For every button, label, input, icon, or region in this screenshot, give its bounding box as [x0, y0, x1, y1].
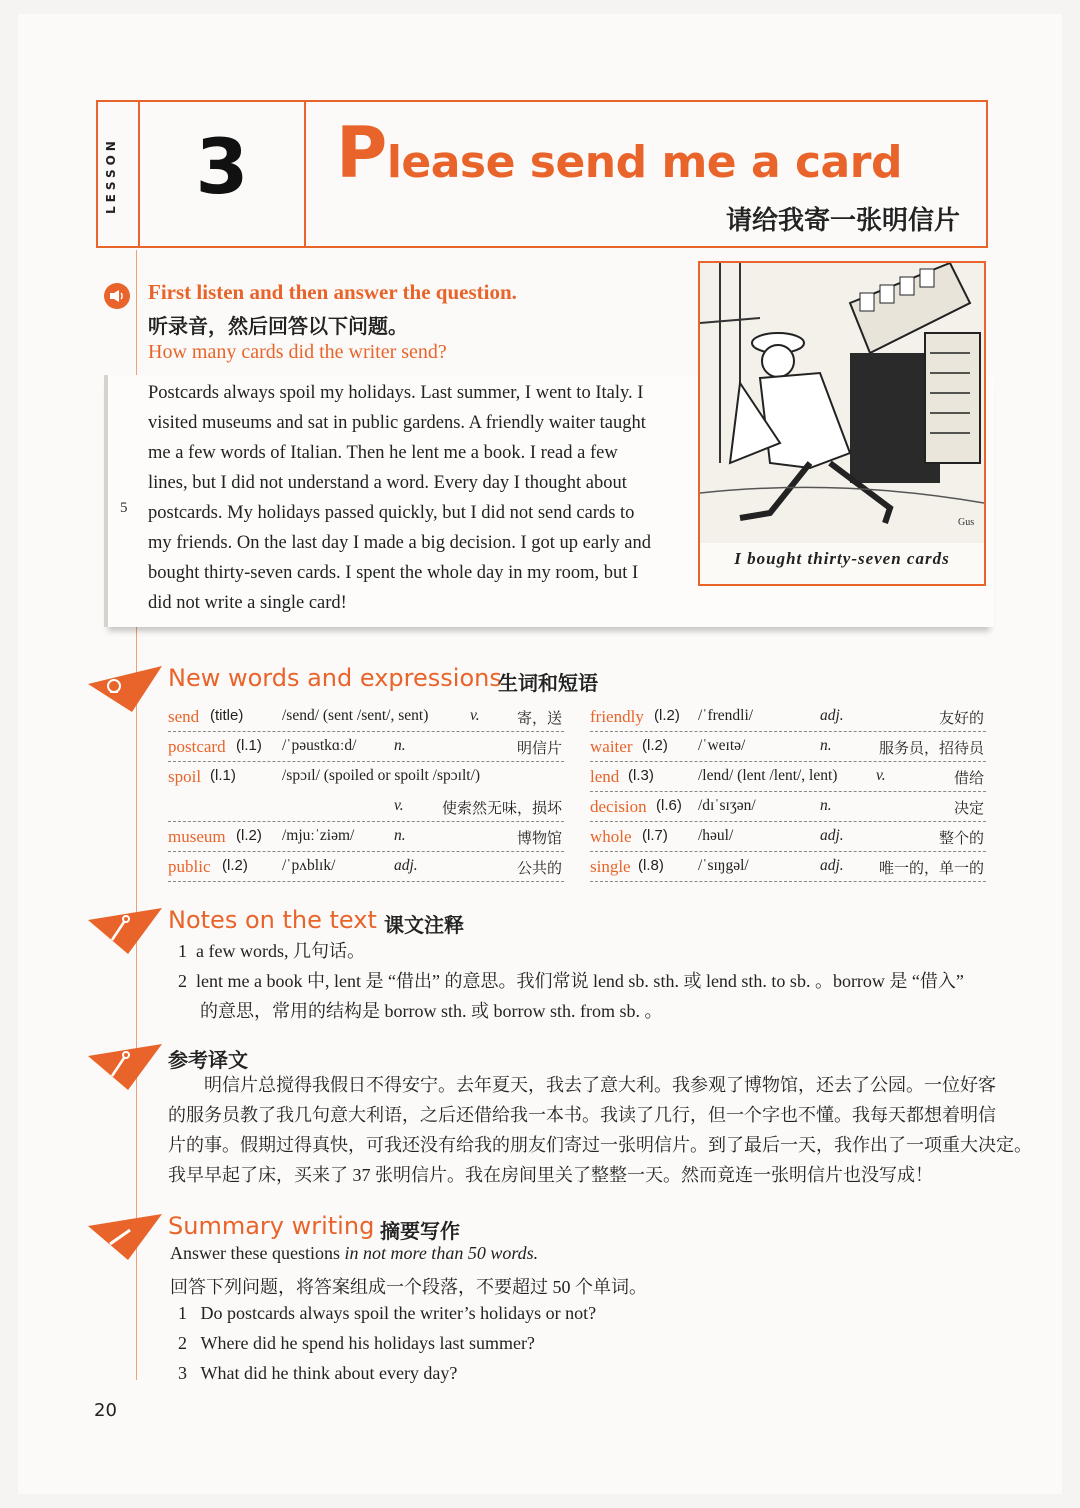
vocab-pos: adj.: [820, 857, 844, 874]
header-divider: [304, 102, 306, 248]
vocab-ref: (title): [210, 707, 244, 724]
vocab-ref: (l.7): [642, 827, 668, 844]
svg-text:Gus: Gus: [958, 517, 975, 528]
vocab-phonetic: /dɪˈsɪʒən/: [698, 797, 756, 814]
listening-instruction: First listen and then answer the question.: [148, 280, 517, 304]
vocab-word: waiter: [590, 737, 633, 756]
passage-line: lines, but I did not understand a word. Every day I thought about: [148, 473, 627, 493]
passage-line: visited museums and sat in public gardens. A friendly waiter taught: [148, 413, 646, 433]
vocab-pos: n.: [394, 827, 406, 844]
translation-line: 我早早起了床，买来了 37 张明信片。我在房间里关了整整一天。然而竟连一张明信片也没写成！: [168, 1165, 933, 1185]
vocab-phonetic: /spɔɪl/ (spoiled or spoilt /spɔɪlt/): [282, 767, 481, 784]
vocab-meaning: 博物馆: [516, 829, 562, 847]
vocab-ref: (l.8): [638, 857, 664, 874]
vocab-pos: v.: [470, 707, 480, 724]
vocab-word: postcard: [168, 737, 226, 756]
vocab-word: whole: [590, 827, 632, 846]
summary-instruction-limit: in not more than 50 words.: [344, 1243, 539, 1263]
cartoon-drawing: [700, 263, 984, 543]
vocab-phonetic: /həul/: [698, 827, 734, 844]
note-item: [178, 966, 964, 996]
vocab-row: [168, 792, 564, 822]
passage-text: [148, 378, 688, 618]
summary-instruction: [170, 1243, 538, 1264]
summary-title-zh: 摘要写作: [380, 1219, 460, 1243]
vocab-row: [590, 702, 986, 732]
vocab-phonetic: /ˈpəustkɑːd/: [282, 737, 357, 754]
summary-instruction-text: Answer these questions: [170, 1243, 345, 1263]
note-text: lent me a book 中, lent 是 “借出” 的意思。我们常说 lend sb. sth. 或 lend sth. to sb. 。borrow 是 “借入”: [196, 971, 964, 991]
vocab-pos: adj.: [820, 707, 844, 724]
vocab-row: [590, 822, 986, 852]
question-text: What did he think about every day?: [200, 1363, 458, 1383]
note-item: [178, 936, 365, 966]
translation-line: 片的事。假期过得真快，可我还没有给我的朋友们寄过一张明信片。到了最后一天，我作出了一项重大决定。: [168, 1135, 1032, 1155]
translation-title: 参考译文: [168, 1048, 248, 1072]
lesson-title: [336, 112, 902, 194]
new-words-title-zh: 生词和短语: [498, 671, 598, 695]
vocab-word: museum: [168, 827, 226, 846]
vocab-pos: n.: [394, 737, 406, 754]
passage-line: postcards. My holidays passed quickly, but I did not send cards to: [148, 503, 635, 523]
speaker-icon[interactable]: [104, 283, 130, 309]
line-number: 5: [120, 500, 128, 516]
vocab-row: [168, 852, 564, 882]
vocab-pos: n.: [820, 797, 832, 814]
vocab-phonetic: /ˈsɪŋgəl/: [698, 857, 749, 874]
vocab-ref: (l.3): [628, 767, 654, 784]
vocab-meaning: 唯一的，单一的: [878, 859, 984, 877]
passage-line: Postcards always spoil my holidays. Last summer, I went to Italy. I: [148, 383, 644, 403]
vocab-word: lend: [590, 767, 620, 786]
note-item: [200, 996, 662, 1026]
page-number: 20: [94, 1400, 117, 1421]
vocab-row: [590, 762, 986, 792]
vocab-row: [168, 732, 564, 762]
question-number: 1: [178, 1303, 187, 1323]
lesson-number: 3: [195, 122, 249, 211]
vocab-row: [168, 822, 564, 852]
passage-line: bought thirty-seven cards. I spent the whole day in my room, but I: [148, 563, 639, 583]
vocab-pos: n.: [820, 737, 832, 754]
translation-text: [168, 1070, 1032, 1190]
summary-instruction-zh: 回答下列问题，将答案组成一个段落，不要超过 50 个单词。: [170, 1277, 647, 1297]
vocab-word: single: [590, 857, 631, 876]
vocab-row: [590, 792, 986, 822]
vocab-word: decision: [590, 797, 647, 816]
vocab-meaning: 整个的: [938, 829, 984, 847]
header-divider: [138, 102, 140, 248]
summary-question: [178, 1333, 535, 1354]
question-text: Do postcards always spoil the writer’s holidays or not?: [200, 1303, 597, 1323]
notes-title: Notes on the text: [168, 906, 377, 934]
vocab-phonetic: /ˈpʌblɪk/: [282, 857, 336, 874]
vocab-ref: (l.1): [210, 767, 236, 784]
lightbulb-icon: [88, 664, 162, 712]
listening-question: How many cards did the writer send?: [148, 341, 447, 363]
passage-line: my friends. On the last day I made a big decision. I got up early and: [148, 533, 651, 553]
note-text: a few words, 几句话。: [196, 941, 365, 961]
vocab-phonetic: /ˈweɪtə/: [698, 737, 746, 754]
question-number: 2: [178, 1333, 187, 1353]
note-text: 的意思，常用的结构是 borrow sth. 或 borrow sth. from sb. 。: [200, 1001, 663, 1021]
panel-bar: [104, 375, 108, 627]
lesson-title-rest: lease send me a card: [386, 137, 902, 188]
vocab-meaning: 使索然无味，损坏: [441, 799, 562, 817]
translation-line: 的服务员教了我几句意大利语，之后还借给我一本书。我读了几行，但一个字也不懂。我每天都想着明信: [168, 1105, 996, 1125]
vocab-row: [168, 702, 564, 732]
vocab-ref: (l.2): [654, 707, 680, 724]
vocab-meaning: 公共的: [516, 859, 562, 877]
vocab-phonetic: /mjuːˈziəm/: [282, 827, 355, 844]
summary-title: Summary writing: [168, 1212, 375, 1240]
vocab-column-right: [590, 702, 986, 882]
illustration-caption: I bought thirty-seven cards: [734, 549, 950, 568]
vocab-pos: v.: [876, 767, 886, 784]
note-number: 2: [178, 971, 187, 991]
vocab-word: friendly: [590, 707, 644, 726]
lesson-header: [96, 100, 988, 248]
question-text: Where did he spend his holidays last summer?: [200, 1333, 535, 1353]
vocab-phonetic: /lend/ (lent /lent/, lent): [698, 767, 838, 784]
illustration: [698, 261, 986, 586]
vocab-meaning: 服务员，招待员: [878, 739, 984, 757]
vocab-ref: (l.2): [222, 857, 248, 874]
question-number: 3: [178, 1363, 187, 1383]
vocab-meaning: 明信片: [516, 739, 562, 757]
listening-instruction-zh: 听录音，然后回答以下问题。: [148, 316, 408, 338]
vocab-word: public: [168, 857, 211, 876]
vocab-ref: (l.2): [642, 737, 668, 754]
translation-line: 明信片总搅得我假日不得安宁。去年夏天，我去了意大利。我参观了博物馆，还去了公园。一位好客: [204, 1075, 996, 1095]
vocab-word: send: [168, 707, 200, 726]
vocab-meaning: 决定: [953, 799, 984, 817]
vocab-meaning: 寄，送: [516, 709, 562, 727]
vocab-pos: adj.: [394, 857, 418, 874]
lesson-label: LESSON: [104, 137, 118, 215]
vocab-pos: adj.: [820, 827, 844, 844]
pen-icon: [88, 1042, 162, 1090]
passage-line: did not write a single card!: [148, 593, 347, 613]
pencil-icon: [88, 1212, 162, 1260]
vocab-phonetic: /send/ (sent /sent/, sent): [282, 707, 429, 724]
summary-question: [178, 1303, 596, 1324]
vocab-ref: (l.1): [236, 737, 262, 754]
lesson-title-initial: P: [336, 112, 387, 194]
vocab-meaning: 借给: [953, 769, 984, 787]
vocab-phonetic: /ˈfrendli/: [698, 707, 754, 724]
notes-title-zh: 课文注释: [384, 913, 464, 937]
vocab-column-left: [168, 702, 564, 882]
vocab-meaning: 友好的: [938, 709, 984, 727]
lesson-title-zh: 请给我寄一张明信片: [725, 206, 960, 236]
vocab-ref: (l.6): [656, 797, 682, 814]
vocab-row: [168, 762, 564, 792]
note-number: 1: [178, 941, 187, 961]
summary-question: [178, 1363, 457, 1384]
vocab-ref: (l.2): [236, 827, 262, 844]
vocab-row: [590, 852, 986, 882]
vocab-word: spoil: [168, 767, 202, 786]
passage-line: me a few words of Italian. Then he lent me a book. I read a few: [148, 443, 618, 463]
vocab-pos: v.: [394, 797, 404, 814]
vocab-row: [590, 732, 986, 762]
new-words-title: New words and expressions: [168, 664, 502, 692]
pen-icon: [88, 906, 162, 954]
